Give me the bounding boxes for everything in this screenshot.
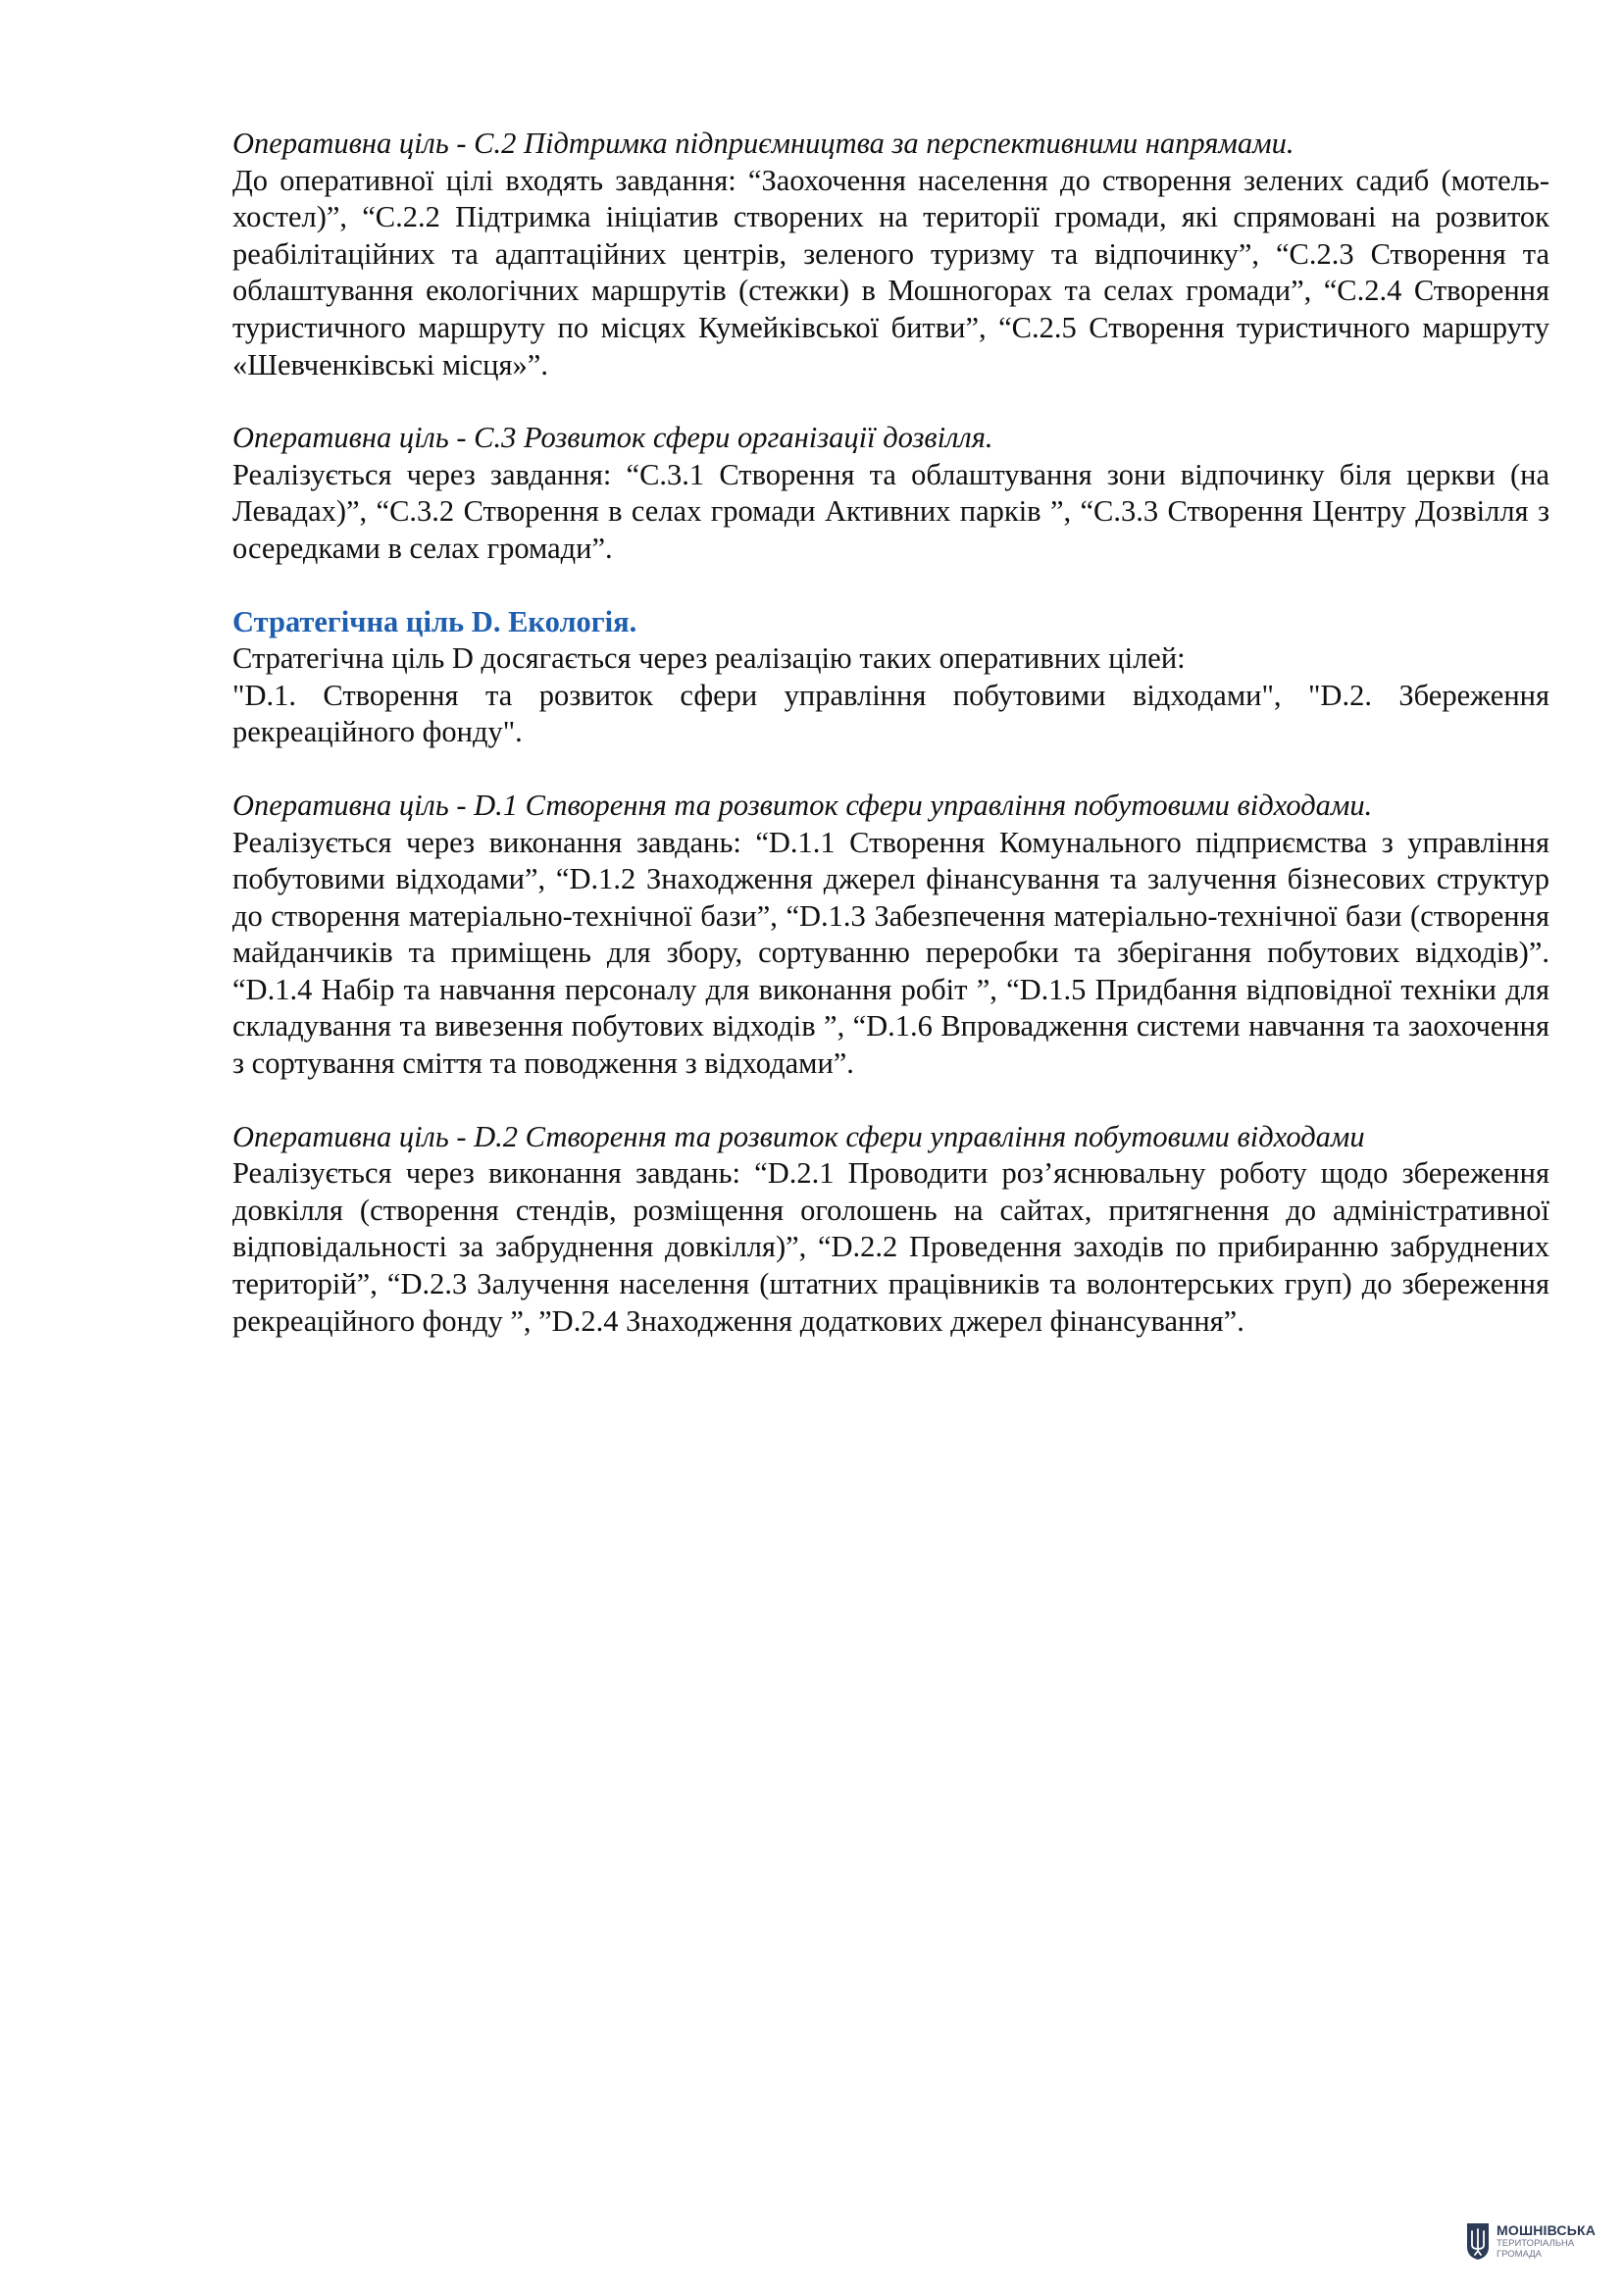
- logo-name: МОШНІВСЬКА: [1497, 2221, 1597, 2238]
- operational-goal-body: Реалізується через виконання завдань: “D.2.1 Проводити роз’яснювальну роботу щодо збереження довкілля (створення стендів, розміщення оголошень на сайтах, притягнення до адміністративної відповідальності за забруднення довкілля)”, “D.2.2 Проведення заходів по прибиранню забруднених територій”, “D.2.3 Залучення населення (штатних працівників та волонтерських груп) до збереження рекреаційного фонду ”, ”D.2.4 Знаходження додаткових джерел фінансування”.: [232, 1156, 1549, 1338]
- logo-text: [1497, 2223, 1596, 2260]
- community-logo: [1465, 2221, 1596, 2261]
- strategic-goal-title: Стратегічна ціль D. Екологія.: [232, 604, 637, 638]
- operational-goal-body: Реалізується через виконання завдань: “D.1.1 Створення Комунального підприємства з управління побутовими відходами”, “D.1.2 Знаходження джерел фінансування та залучення бізнесових структур до створення матеріально-технічної бази”, “D.1.3 Забезпечення матеріально-технічної бази (створення майданчиків та приміщень для збору, сортуванню переробки та зберігання побутових відходів)”. “D.1.4 Набір та навчання персоналу для виконання робіт ”, “D.1.5 Придбання відповідної техніки для складування та вивезення побутових відходів ”, “D.1.6 Впровадження системи навчання та заохочення з сортування сміття та поводження з відходами”.: [232, 825, 1549, 1081]
- operational-goal-body: Реалізується через завдання: “С.3.1 Створення та облаштування зони відпочинку біля церкви (на Левадах)”, “С.3.2 Створення в селах громади Активних парків ”, “С.3.3 Створення Центру Дозвілля з осередками в селах громади”.: [232, 457, 1549, 565]
- logo-subtitle: ГРОМАДА: [1497, 2249, 1542, 2260]
- document-page: [232, 126, 1549, 1376]
- operational-goal-title: Оперативна ціль - D.1 Створення та розвиток сфери управління побутовими відходами.: [232, 788, 1373, 822]
- section-c2: [232, 126, 1549, 383]
- operational-goal-body: До оперативної цілі входять завдання: “Заохочення населення до створення зелених садиб (мотель-хостел)”, “С.2.2 Підтримка ініціатив створених на території громади, які спрямовані на розвиток реабілітаційних та адаптаційних центрів, зеленого туризму та відпочинку”, “С.2.3 Створення та облаштування екологічних маршрутів (стежки) в Мошногорах та селах громади”, “С.2.4 Створення туристичного маршруту по місцях Кумейківської битви”, “С.2.5 Створення туристичного маршруту «Шевченківські місця»”.: [232, 163, 1549, 382]
- strategic-goal-list: "D.1. Створення та розвиток сфери управління побутовими відходами", "D.2. Збереження рекреаційного фонду".: [232, 678, 1549, 749]
- section-d1: [232, 788, 1549, 1083]
- section-strategic-d: [232, 604, 1549, 751]
- section-d2: [232, 1119, 1549, 1341]
- trident-emblem-icon: [1465, 2221, 1491, 2261]
- strategic-goal-intro: Стратегічна ціль D досягається через реалізацію таких оперативних цілей:: [232, 641, 1186, 676]
- section-c3: [232, 420, 1549, 567]
- logo-subtitle: ТЕРИТОРІАЛЬНА: [1497, 2237, 1575, 2249]
- operational-goal-title: Оперативна ціль - С.2 Підтримка підприємництва за перспективними напрямами.: [232, 127, 1294, 160]
- operational-goal-title: Оперативна ціль - D.2 Створення та розвиток сфери управління побутовими відходами: [232, 1119, 1365, 1153]
- operational-goal-title: Оперативна ціль - С.3 Розвиток сфери організації дозвілля.: [232, 421, 993, 455]
